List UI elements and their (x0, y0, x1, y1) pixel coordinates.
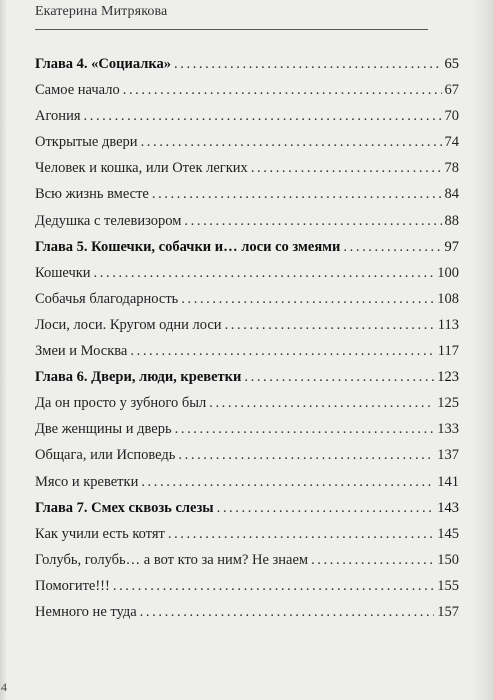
toc-entry-title: Кошечки (35, 264, 91, 281)
toc-section-row (35, 526, 459, 552)
toc-dot-leader (84, 108, 442, 125)
toc-entry-title: Да он просто у зубного был (35, 395, 207, 412)
toc-dot-leader (140, 604, 435, 621)
toc-entry-title: Собачья благодарность (35, 290, 179, 307)
toc-entry-title: Всю жизнь вместе (35, 186, 149, 203)
toc-section-row (35, 343, 459, 369)
toc-entry-page: 141 (437, 473, 459, 490)
toc-chapter-row (35, 500, 459, 526)
toc-dot-leader (130, 343, 434, 360)
toc-dot-leader (94, 265, 435, 282)
toc-entry-page: 157 (437, 603, 459, 620)
toc-entry-page: 65 (444, 56, 459, 72)
toc-section-row (35, 578, 459, 604)
toc-entry-page: 145 (437, 525, 459, 542)
toc-entry-title: Лоси, лоси. Кругом одни лоси (35, 316, 222, 333)
toc-entry-page: 113 (437, 316, 459, 333)
toc-entry-page: 150 (437, 551, 459, 568)
toc-entry-title: Как учили есть котят (35, 525, 165, 542)
toc-entry-page: 125 (437, 395, 459, 412)
toc-chapter-row (35, 239, 459, 265)
toc-entry-page: 74 (444, 134, 459, 151)
toc-dot-leader (168, 526, 434, 543)
toc-dot-leader (184, 213, 441, 230)
toc-entry-page: 137 (437, 447, 459, 464)
toc-entry-title: Человек и кошка, или Отек легких (35, 160, 248, 177)
toc-entry-page: 117 (437, 343, 459, 360)
toc-entry-page: 108 (437, 290, 459, 307)
toc-entry-title: Самое начало (35, 82, 120, 99)
toc-dot-leader (113, 578, 434, 595)
toc-entry-page: 84 (444, 186, 459, 203)
toc-dot-leader (141, 474, 434, 491)
toc-dot-leader (178, 447, 434, 464)
toc-dot-leader (244, 369, 434, 386)
toc-entry-title: Агония (35, 108, 81, 125)
toc-dot-leader (209, 395, 434, 412)
page-left-edge-shadow (0, 0, 7, 700)
toc-entry-title: Немного не туда (35, 603, 137, 620)
toc-entry-page: 88 (444, 212, 459, 229)
toc-dot-leader (225, 317, 435, 334)
toc-entry-page: 123 (437, 369, 459, 386)
toc-entry-title: Две женщины и дверь (35, 421, 172, 438)
toc-entry-page: 67 (444, 82, 459, 99)
toc-entry-title: Змеи и Москва (35, 343, 128, 360)
header-divider (35, 29, 428, 30)
toc-section-row (35, 291, 459, 317)
toc-entry-title: Голубь, голубь… а вот кто за ним? Не знаем (35, 551, 309, 568)
running-header-author: Екатерина Митрякова (35, 4, 168, 19)
corner-page-mark: 4 (1, 680, 7, 694)
toc-entry-title: Дедушка с телевизором (35, 212, 182, 229)
toc-entry-page: 100 (437, 264, 459, 281)
toc-dot-leader (311, 552, 434, 569)
page-right-edge-shadow (472, 0, 494, 700)
toc-section-row (35, 317, 459, 343)
toc-section-row (35, 474, 459, 500)
toc-entry-title: Глава 7. Смех сквозь слезы (35, 499, 214, 516)
toc-dot-leader (175, 421, 435, 438)
toc-entry-page: 78 (444, 160, 459, 177)
toc-section-row (35, 421, 459, 447)
toc-entry-page: 97 (444, 238, 459, 255)
toc-entry-title: Глава 6. Двери, люди, креветки (35, 369, 242, 386)
toc-dot-leader (141, 134, 442, 151)
toc-section-row (35, 134, 459, 160)
toc-dot-leader (181, 291, 434, 308)
toc-entry-title: Мясо и креветки (35, 473, 139, 490)
toc-section-row (35, 395, 459, 421)
toc-entry-page: 143 (437, 499, 459, 516)
toc-section-row (35, 604, 459, 630)
table-of-contents (35, 56, 459, 630)
toc-dot-leader (251, 160, 442, 177)
toc-section-row (35, 213, 459, 239)
toc-entry-page: 70 (444, 108, 459, 125)
toc-entry-title: Глава 4. «Социалка» (35, 56, 172, 72)
toc-section-row (35, 108, 459, 134)
toc-dot-leader (123, 82, 442, 99)
toc-entry-page: 155 (437, 577, 459, 594)
toc-entry-page: 133 (437, 421, 459, 438)
toc-entry-title: Помогите!!! (35, 577, 110, 594)
toc-entry-title: Глава 5. Кошечки, собачки и… лоси со змеями (35, 238, 341, 255)
toc-dot-leader (343, 239, 441, 256)
toc-section-row (35, 160, 459, 186)
toc-dot-leader (217, 500, 435, 517)
toc-dot-leader (152, 186, 442, 203)
toc-dot-leader (174, 56, 441, 73)
toc-section-row (35, 82, 459, 108)
toc-section-row (35, 265, 459, 291)
toc-entry-title: Общага, или Исповедь (35, 447, 176, 464)
toc-chapter-row (35, 369, 459, 395)
toc-section-row (35, 552, 459, 578)
toc-section-row (35, 447, 459, 473)
toc-entry-title: Открытые двери (35, 134, 138, 151)
toc-chapter-row (35, 56, 459, 82)
toc-section-row (35, 186, 459, 212)
